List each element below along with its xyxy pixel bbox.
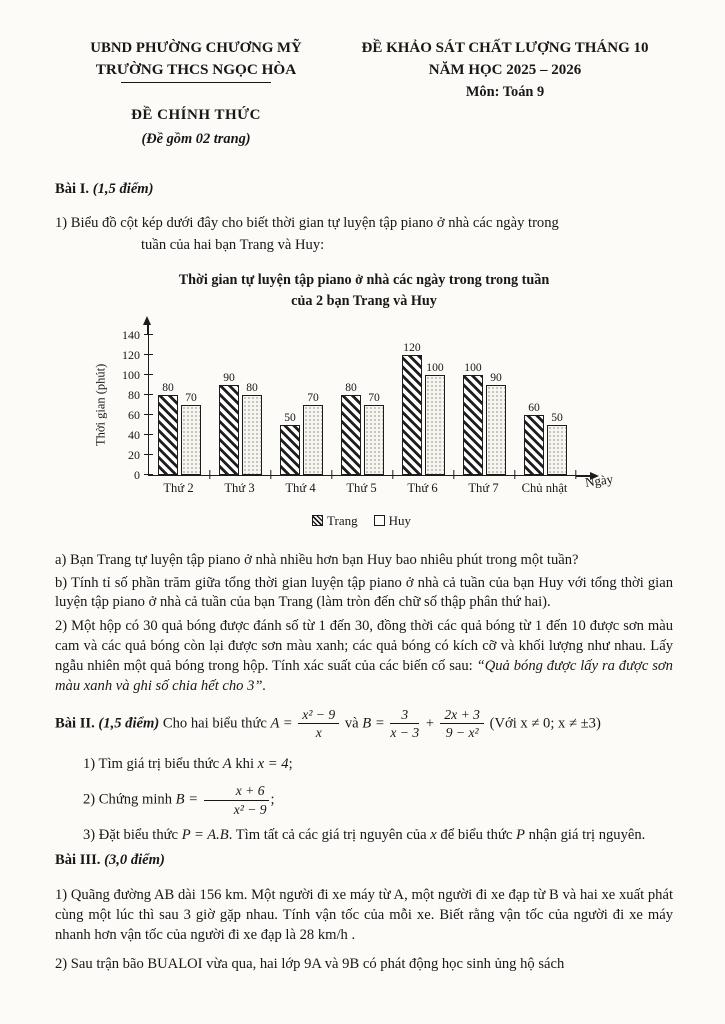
bar-group [332, 335, 393, 475]
exam-title: ĐỀ KHẢO SÁT CHẤT LƯỢNG THÁNG 10 [361, 40, 649, 56]
bai1-points: (1,5 điểm) [92, 181, 154, 197]
bai2-question-2: 2) Chứng minh B = $\frac{x + 6}{\text{x² − 9}}$ ; [83, 783, 275, 817]
bar-group [515, 335, 576, 475]
fraction-B1: $\frac{3}{x - 3}$ [390, 706, 420, 741]
bar-value-label: 90 [223, 370, 235, 384]
bai1-intro-line2: tuần của hai bạn Trang và Huy: [141, 237, 325, 254]
y-tick-label: 0 [134, 467, 140, 482]
bar-value-label: 100 [464, 360, 482, 374]
pages-note: (Đề gồm 02 trang) [141, 131, 251, 147]
bar-huy [425, 375, 445, 475]
bar-trang [158, 395, 178, 475]
bar-chart [55, 321, 673, 537]
header-right [337, 40, 673, 148]
bai2-question-1: 1) Tìm giá trị biểu thức A khi x = 4; [83, 756, 293, 773]
bar-huy [181, 405, 201, 475]
bar-trang [463, 375, 483, 475]
bar-value-label: 50 [284, 410, 296, 424]
expr-B-lhs: B = [362, 715, 385, 732]
school-name: TRƯỜNG THCS NGỌC HÒA [95, 61, 297, 78]
expr-A-lhs: A = [270, 715, 293, 732]
y-tick-label: 80 [128, 387, 140, 402]
bai1-heading [55, 180, 673, 200]
x-category-label: Thứ 6 [407, 480, 438, 495]
bar-wrap [158, 381, 178, 475]
bar-huy [547, 425, 567, 475]
fraction-B2: $\frac{2x + 3}{\text{9 − x²}}$ [440, 707, 484, 741]
school-year: NĂM HỌC 2025 – 2026 [428, 62, 582, 78]
chart-title-line2: của 2 bạn Trang và Huy [291, 293, 437, 310]
header-rule [121, 82, 271, 83]
bar-value-label: 120 [403, 340, 421, 354]
bai1-part2-text: 2) Một hộp có 30 quả bóng được đánh số từ 1 đến 30, đồng thời các quả bóng từ 1 đến 10 được sơn màu cam và các quả bóng còn lại được sơn màu xanh; các quả bóng có kích cỡ và khối lượng như nhau. Lấy ngẫu nhiên một quả bóng trong hộp. Tính xác suất của các biến cố sau: [55, 618, 673, 674]
legend-label-trang: Trang [327, 512, 358, 528]
plus-sign: + [424, 715, 435, 732]
x-category-label: Chủ nhật [521, 480, 568, 495]
bar-huy [364, 405, 384, 475]
bar-wrap [181, 391, 201, 475]
bar-wrap [524, 401, 544, 475]
header-left [55, 40, 337, 148]
bar-wrap [463, 361, 483, 475]
y-tick-label: 20 [128, 447, 140, 462]
y-tick-label: 100 [122, 367, 140, 382]
bar-value-label: 100 [426, 360, 444, 374]
bar-huy [303, 405, 323, 475]
fraction-A: $\frac{\text{x² − 9}}{x}$ [298, 707, 339, 741]
bar-groups [149, 335, 576, 475]
bar-value-label: 50 [551, 410, 563, 424]
bar-trang [341, 395, 361, 475]
bai1-question-b: b) Tính tỉ số phần trăm giữa tổng thời gian luyện tập piano ở nhà cả tuần của bạn Huy với tổng thời gian luyện tập piano ở nhà cả tuần của bạn Trang (làm tròn đến chữ số thập phân thứ hai). [55, 574, 673, 611]
bai1-part2-quote: “Quả bóng được lấy ra được sơn màu xanh và ghi số chia hết cho 3”. [55, 657, 673, 694]
bar-wrap [486, 371, 506, 475]
bai1-intro-line1: 1) Biểu đồ cột kép dưới đây cho biết thời gian tự luyện tập piano ở nhà các ngày trong [55, 215, 559, 232]
bai3-label: Bài III. [55, 852, 101, 869]
x-category-label: Thứ 7 [468, 480, 499, 495]
huy-plain-swatch-icon [374, 515, 385, 526]
legend-label-huy: Huy [388, 512, 411, 528]
x-category-label: Thứ 3 [224, 480, 255, 495]
page-header [55, 40, 673, 148]
subject: Môn: Toán 9 [465, 84, 545, 100]
bar-wrap [303, 391, 323, 475]
bar-group [393, 335, 454, 475]
chart-x-categories [148, 481, 575, 496]
bar-trang [524, 415, 544, 475]
legend-item-trang [312, 513, 358, 529]
bar-value-label: 80 [246, 380, 258, 394]
chart-title [55, 270, 673, 313]
bar-value-label: 90 [490, 370, 502, 384]
bar-wrap [425, 361, 445, 475]
bai3-heading [55, 851, 673, 871]
bar-value-label: 70 [307, 390, 319, 404]
bar-wrap [402, 341, 422, 475]
bar-value-label: 80 [162, 380, 174, 394]
bar-group [149, 335, 210, 475]
y-tick-label: 40 [128, 427, 140, 442]
fraction-B-simplified: $\frac{x + 6}{\text{x² − 9}}$ [204, 783, 269, 817]
x-category-label: Thứ 4 [285, 480, 316, 495]
bar-wrap [341, 381, 361, 475]
bar-value-label: 80 [345, 380, 357, 394]
chart-legend [148, 513, 575, 529]
x-category-label: Thứ 2 [163, 480, 194, 495]
bai1-part2 [55, 617, 673, 696]
bai2-points: (1,5 điểm) [98, 715, 160, 732]
bar-value-label: 60 [528, 400, 540, 414]
org-name: UBND PHƯỜNG CHƯƠNG MỸ [90, 40, 302, 56]
bar-group [454, 335, 515, 475]
chart-title-line1: Thời gian tự luyện tập piano ở nhà các ngày trong trong tuần [178, 272, 550, 289]
bai2-intro-text: Cho hai biểu thức [162, 715, 267, 732]
exam-type: ĐỀ CHÍNH THỨC [131, 107, 261, 123]
bar-huy [486, 385, 506, 475]
bai2-question-3: 3) Đặt biểu thức P = A.B. Tìm tất cả các giá trị nguyên của x để biểu thức P nhận giá trị nguyên. [83, 826, 646, 843]
bar-wrap [242, 381, 262, 475]
bar-trang [219, 385, 239, 475]
bar-wrap [280, 411, 300, 475]
trang-hatch-swatch-icon [312, 515, 323, 526]
chart-plot [122, 327, 576, 482]
bar-wrap [219, 371, 239, 475]
bar-trang [280, 425, 300, 475]
bar-value-label: 70 [368, 390, 380, 404]
bar-wrap [547, 411, 567, 475]
bar-group [271, 335, 332, 475]
bai2-intro [55, 707, 673, 741]
chart-y-axis-label: Thời gian (phút) [93, 363, 108, 446]
x-category-label: Thứ 5 [346, 480, 377, 495]
legend-item-huy [374, 513, 411, 529]
bai3-points: (3,0 điểm) [104, 852, 165, 869]
bai1-label: Bài I. [55, 181, 90, 197]
bar-wrap [364, 391, 384, 475]
bar-value-label: 70 [185, 390, 197, 404]
bar-group [210, 335, 271, 475]
bai2-label: Bài II. [55, 715, 95, 732]
and-word: và [344, 715, 359, 732]
y-tick-label: 60 [128, 407, 140, 422]
y-tick-label: 120 [122, 347, 140, 362]
bar-trang [402, 355, 422, 475]
y-tick-label: 140 [122, 327, 140, 342]
bai3-part1: 1) Quãng đường AB dài 156 km. Một người đi xe máy từ A, một người đi xe đạp từ B và hai xe xuất phát cùng một lúc thì sau 3 giờ gặp nhau. Tính vận tốc của mỗi xe. Biết rằng vận tốc của người đi xe máy nhanh hơn vận tốc của người đi xe đạp là 28 km/h . [55, 886, 673, 943]
bai3-part2: 2) Sau trận bão BUALOI vừa qua, hai lớp 9A và 9B có phát động học sinh ủng hộ sách [55, 956, 565, 973]
domain-condition: (Với x ≠ 0; x ≠ ±3) [489, 715, 601, 732]
chart-x-axis-label: Ngày [584, 470, 615, 490]
y-axis-arrow-icon [143, 316, 151, 325]
bai1-question-a: a) Bạn Trang tự luyện tập piano ở nhà nhiều hơn bạn Huy bao nhiêu phút trong một tuần? [55, 551, 579, 568]
bar-huy [242, 395, 262, 475]
